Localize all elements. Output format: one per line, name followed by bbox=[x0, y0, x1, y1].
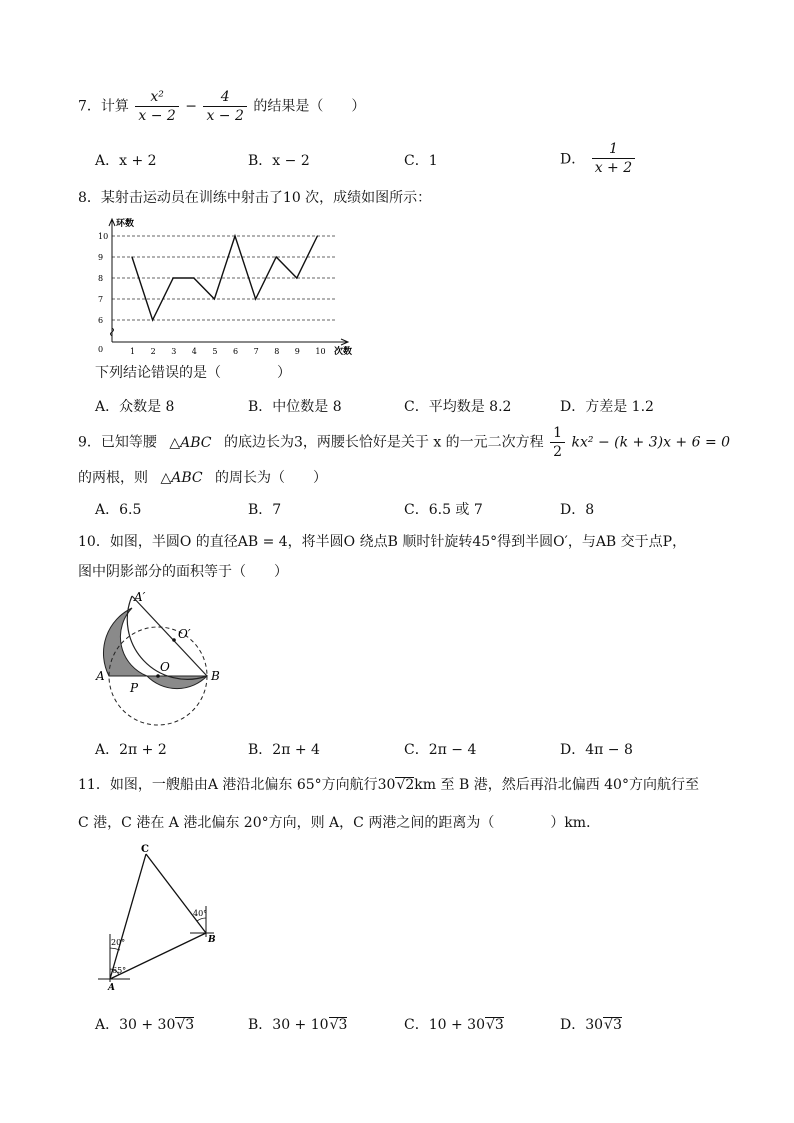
q11-c-pre: C．10 + 30 bbox=[404, 1017, 485, 1033]
label-c: C bbox=[141, 844, 149, 855]
x-tick-label: 8 bbox=[274, 347, 280, 356]
q8-question: 下列结论错误的是（ ） bbox=[95, 365, 291, 381]
q7-minus: − bbox=[185, 98, 197, 115]
x-tick-label: 3 bbox=[171, 347, 177, 356]
q11-option-d[interactable] bbox=[560, 1014, 622, 1034]
x-tick-label: 10 bbox=[315, 347, 326, 356]
x-axis-label: 次数 bbox=[334, 347, 353, 357]
label-angle-40: 40° bbox=[193, 909, 208, 918]
data-point bbox=[173, 277, 174, 278]
data-point bbox=[131, 256, 132, 257]
q9-text-b: 的底边长为3，两腰长恰好是关于 x 的一元二次方程 bbox=[223, 434, 544, 451]
q7-f1-denominator: x − 2 bbox=[138, 108, 176, 124]
point-o bbox=[156, 674, 160, 678]
q11-sqrt-radicand: 2 bbox=[405, 777, 415, 793]
q10-option-a[interactable]: A．2π + 2 bbox=[95, 742, 167, 758]
x-tick-label: 4 bbox=[191, 347, 197, 356]
q10-option-d[interactable]: D．4π − 8 bbox=[560, 742, 633, 758]
question-10: 10．如图，半圆O 的直径AB = 4，将半圆O 绕点B 顺时针旋转45°得到半圆O′，与AB 交于点P， bbox=[78, 534, 687, 550]
q9-option-c[interactable]: C．6.5 或 7 bbox=[404, 502, 483, 518]
q9-line2-b: 的周长为（ ） bbox=[215, 470, 328, 486]
q7-prefix: 7．计算 bbox=[78, 98, 129, 115]
x-tick-label: 2 bbox=[150, 347, 156, 356]
angle-arc-40 bbox=[197, 918, 206, 921]
label-a-prime: A′ bbox=[134, 590, 146, 604]
label-angle-65: 65° bbox=[112, 966, 127, 975]
score-line-chart bbox=[92, 214, 362, 358]
data-point bbox=[255, 298, 256, 299]
origin-label: 0 bbox=[98, 345, 104, 354]
q11-a-pre: A．30 + 30 bbox=[95, 1017, 176, 1033]
label-angle-20: 20° bbox=[111, 938, 126, 947]
question-10-line2: 图中阴影部分的面积等于（ ） bbox=[78, 564, 288, 580]
q9-line2-a: 的两根，则 bbox=[78, 470, 148, 486]
q11-d-pre: D．30 bbox=[560, 1017, 604, 1033]
q8-option-d[interactable]: D．方差是 1.2 bbox=[560, 399, 654, 415]
y-axis-label: 环数 bbox=[116, 219, 135, 229]
y-tick-label: 6 bbox=[98, 316, 104, 325]
question-11 bbox=[78, 774, 699, 794]
question-9 bbox=[78, 424, 730, 461]
label-o-prime: O′ bbox=[178, 627, 191, 641]
q9-half-den: 2 bbox=[553, 444, 563, 460]
data-point bbox=[152, 319, 153, 320]
q7-option-d-fraction bbox=[592, 140, 635, 177]
point-o-prime bbox=[172, 638, 176, 642]
label-b: B bbox=[211, 669, 220, 683]
q9-text-a: 9．已知等腰 bbox=[78, 434, 157, 451]
q9-half-fraction bbox=[550, 424, 565, 461]
x-tick-label: 1 bbox=[130, 347, 136, 356]
q7-fraction-1 bbox=[135, 88, 178, 125]
data-point bbox=[276, 256, 277, 257]
q11-b-pre: B．30 + 10 bbox=[248, 1017, 329, 1033]
q7-f2-numerator: 4 bbox=[203, 88, 246, 107]
data-point bbox=[193, 277, 194, 278]
x-tick-label: 6 bbox=[233, 347, 239, 356]
question-9-line2 bbox=[78, 467, 327, 487]
q11-d-sqrt: √3 bbox=[604, 1017, 622, 1033]
data-point bbox=[317, 235, 318, 236]
q7-option-c[interactable]: C．1 bbox=[404, 153, 438, 169]
segment-cb bbox=[146, 854, 206, 933]
q9-triangle: △ABC bbox=[169, 434, 212, 451]
question-11-line2: C 港，C 港在 A 港北偏东 20°方向，则 A，C 两港之间的距离为（ ）km． bbox=[78, 815, 601, 831]
q11-option-b[interactable] bbox=[248, 1014, 347, 1034]
label-a: A bbox=[96, 669, 105, 683]
x-tick-label: 7 bbox=[253, 347, 259, 356]
q10-option-b[interactable]: B．2π + 4 bbox=[248, 742, 320, 758]
y-tick-label: 7 bbox=[98, 295, 104, 304]
q9-option-d[interactable]: D．8 bbox=[560, 502, 595, 518]
q8-option-a[interactable]: A．众数是 8 bbox=[95, 399, 175, 415]
q11-sqrt: √2 bbox=[396, 777, 415, 793]
q11-text-b: km 至 B 港，然后再沿北偏西 40°方向航行至 bbox=[414, 777, 699, 793]
segment-ac bbox=[110, 854, 146, 979]
q10-option-c[interactable]: C．2π − 4 bbox=[404, 742, 477, 758]
q8-option-c[interactable]: C．平均数是 8.2 bbox=[404, 399, 512, 415]
q9-half-num: 1 bbox=[550, 424, 565, 443]
data-point bbox=[234, 235, 235, 236]
q11-a-rad: 3 bbox=[185, 1017, 195, 1033]
q11-option-a[interactable] bbox=[95, 1014, 194, 1034]
question-7 bbox=[78, 88, 365, 125]
x-tick-label: 9 bbox=[294, 347, 300, 356]
x-tick-label: 5 bbox=[212, 347, 218, 356]
q7-f1-numerator: x² bbox=[135, 88, 178, 107]
semicircle-rotation-figure bbox=[92, 588, 232, 756]
q11-b-sqrt: √3 bbox=[329, 1017, 348, 1033]
label-o: O bbox=[160, 660, 170, 674]
label-b: B bbox=[208, 935, 216, 945]
q7-fraction-2 bbox=[203, 88, 246, 125]
navigation-figure bbox=[96, 842, 226, 992]
q7-option-d[interactable] bbox=[560, 140, 637, 177]
q7-f2-denominator: x − 2 bbox=[206, 108, 244, 124]
q9-option-a[interactable]: A．6.5 bbox=[95, 502, 142, 518]
q11-c-sqrt: √3 bbox=[485, 1017, 504, 1033]
q11-text-a: 11．如图，一艘船由A 港沿北偏东 65°方向航行30 bbox=[78, 777, 396, 793]
data-point bbox=[214, 298, 215, 299]
data-point bbox=[296, 277, 297, 278]
q11-option-c[interactable] bbox=[404, 1014, 504, 1034]
q11-a-sqrt: √3 bbox=[176, 1017, 195, 1033]
q11-b-rad: 3 bbox=[338, 1017, 348, 1033]
q9-option-b[interactable]: B．7 bbox=[248, 502, 282, 518]
y-tick-label: 9 bbox=[98, 253, 104, 262]
q8-option-b[interactable]: B．中位数是 8 bbox=[248, 399, 342, 415]
q7-option-b[interactable]: B．x − 2 bbox=[248, 153, 310, 169]
y-tick-label: 10 bbox=[98, 232, 109, 241]
q7-option-d-label: D． bbox=[560, 151, 586, 168]
q9-equation: kx² − (k + 3)x + 6 = 0 bbox=[571, 434, 731, 451]
q7-d-numerator: 1 bbox=[592, 140, 635, 159]
y-tick-label: 8 bbox=[98, 274, 104, 283]
q11-c-rad: 3 bbox=[494, 1017, 504, 1033]
q7-option-a[interactable]: A．x + 2 bbox=[95, 153, 157, 169]
q7-suffix: 的结果是（ ） bbox=[253, 98, 366, 115]
label-a: A bbox=[108, 983, 115, 992]
label-p: P bbox=[130, 681, 139, 695]
question-8: 8．某射击运动员在训练中射击了10 次，成绩如图所示： bbox=[78, 190, 432, 206]
q9-triangle-2: △ABC bbox=[160, 470, 203, 486]
q7-d-denominator: x + 2 bbox=[594, 160, 633, 176]
q11-d-rad: 3 bbox=[612, 1017, 622, 1033]
